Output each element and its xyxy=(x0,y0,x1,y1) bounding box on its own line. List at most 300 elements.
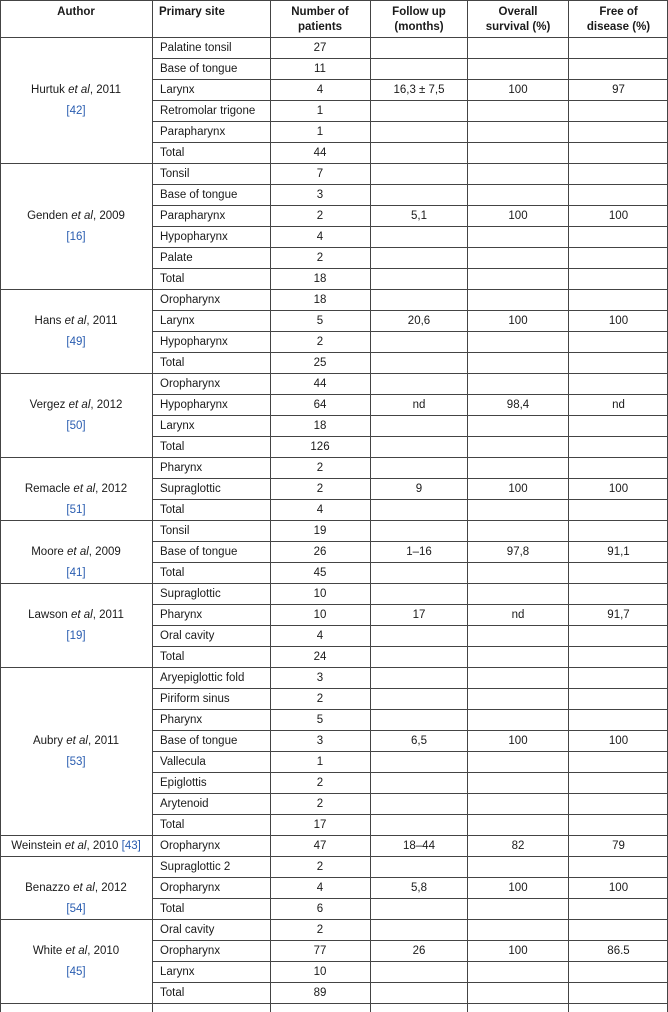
cell-primary-site: Larynx xyxy=(160,84,195,96)
cell-overall-survival xyxy=(468,563,568,584)
cell-primary-site: Total xyxy=(160,441,185,453)
author-citation xyxy=(0,941,152,962)
author-year: , 2009 xyxy=(92,210,125,222)
cell-free-of-disease xyxy=(569,416,668,437)
author-cell xyxy=(0,164,152,289)
author-year: , 2010 xyxy=(86,840,119,852)
cell-primary-site: Oropharynx xyxy=(160,378,221,390)
cell-free-of-disease xyxy=(569,983,668,1004)
cell-follow-up xyxy=(371,248,467,269)
cell-follow-up xyxy=(371,983,467,1004)
cell-primary-site: Total xyxy=(160,273,185,285)
author-year: , 2012 xyxy=(94,882,127,894)
cell-free-of-disease: 100 xyxy=(608,735,629,747)
cell-free-of-disease xyxy=(569,122,668,143)
cell-follow-up xyxy=(371,458,467,479)
cell-follow-up xyxy=(371,437,467,458)
cell-number-of-patients: 2 xyxy=(316,693,324,705)
author-citation xyxy=(0,878,152,899)
author-year: , 2011 xyxy=(86,315,118,327)
cell-number-of-patients: 126 xyxy=(310,441,330,453)
divider-number xyxy=(370,0,371,1012)
cell-primary-site: Supraglottic 2 xyxy=(160,861,231,873)
cell-number-of-patients: 5 xyxy=(316,714,324,726)
cell-follow-up xyxy=(371,185,467,206)
header-author: Author xyxy=(57,6,95,18)
cell-follow-up: nd xyxy=(412,399,426,411)
cell-follow-up xyxy=(371,752,467,773)
cell-number-of-patients: 2 xyxy=(316,462,324,474)
cell-primary-site: Pharynx xyxy=(160,609,203,621)
cell-primary-site: Total xyxy=(160,147,185,159)
cell-follow-up xyxy=(371,521,467,542)
cell-number-of-patients: 1 xyxy=(316,126,324,138)
cell-free-of-disease: 100 xyxy=(608,882,629,894)
cell-overall-survival xyxy=(468,332,568,353)
author-cell xyxy=(0,920,152,1003)
cell-primary-site: Oral cavity xyxy=(160,630,215,642)
reference-link[interactable]: [53] xyxy=(66,756,86,768)
divider-author xyxy=(152,0,153,1012)
cell-number-of-patients: 2 xyxy=(316,210,324,222)
cell-number-of-patients: 2 xyxy=(316,483,324,495)
cell-follow-up xyxy=(371,269,467,290)
cell-number-of-patients: 77 xyxy=(313,945,327,957)
cell-overall-survival: 100 xyxy=(508,315,528,327)
cell-free-of-disease xyxy=(569,164,668,185)
cell-primary-site: Total xyxy=(160,903,185,915)
cell-follow-up xyxy=(371,38,467,59)
cell-follow-up xyxy=(371,122,467,143)
author-etal: et al xyxy=(71,210,93,222)
cell-number-of-patients: 24 xyxy=(313,651,327,663)
cell-number-of-patients: 64 xyxy=(313,399,327,411)
cell-primary-site: Epiglottis xyxy=(160,777,207,789)
author-etal: et al xyxy=(70,609,93,621)
cell-follow-up xyxy=(371,626,467,647)
cell-follow-up xyxy=(371,59,467,80)
cell-number-of-patients: 25 xyxy=(313,357,327,369)
cell-primary-site: Base of tongue xyxy=(160,63,238,75)
cell-number-of-patients: 2 xyxy=(316,924,324,936)
author-citation xyxy=(0,206,152,227)
header-free-of-disease: Free of disease (%) xyxy=(586,6,651,33)
cell-free-of-disease: 100 xyxy=(608,210,629,222)
cell-overall-survival xyxy=(468,752,568,773)
divider-site xyxy=(270,0,271,1012)
cell-number-of-patients: 2 xyxy=(316,336,324,348)
cell-number-of-patients: 1 xyxy=(316,105,324,117)
cell-follow-up xyxy=(371,815,467,836)
cell-follow-up xyxy=(371,416,467,437)
cell-primary-site: Supraglottic xyxy=(160,483,221,495)
cell-free-of-disease xyxy=(569,647,668,668)
author-name: White xyxy=(32,945,63,957)
cell-follow-up xyxy=(371,710,467,731)
cell-follow-up xyxy=(371,857,467,878)
cell-primary-site: Aryepiglottic fold xyxy=(160,672,245,684)
header-overall-survival: Overall survival (%) xyxy=(485,6,551,33)
cell-overall-survival xyxy=(468,584,568,605)
cell-number-of-patients: 2 xyxy=(316,777,324,789)
cell-follow-up xyxy=(371,500,467,521)
author-etal: et al xyxy=(64,315,87,327)
reference-link[interactable]: [49] xyxy=(66,336,86,348)
cell-free-of-disease xyxy=(569,899,668,920)
author-year: , 2011 xyxy=(89,84,121,96)
cell-number-of-patients: 5 xyxy=(316,315,324,327)
author-cell xyxy=(0,836,152,856)
author-year: , 2011 xyxy=(87,735,120,747)
cell-free-of-disease: 100 xyxy=(608,483,629,495)
cell-follow-up xyxy=(371,353,467,374)
cell-overall-survival xyxy=(468,794,568,815)
cell-overall-survival xyxy=(468,626,568,647)
cell-primary-site: Oropharynx xyxy=(160,882,221,894)
cell-free-of-disease xyxy=(569,500,668,521)
cell-overall-survival: 98,4 xyxy=(506,399,530,411)
author-etal: et al xyxy=(64,840,87,852)
reference-link[interactable]: [43] xyxy=(121,840,141,852)
cell-free-of-disease xyxy=(569,752,668,773)
cell-overall-survival xyxy=(468,227,568,248)
cell-overall-survival xyxy=(468,143,568,164)
author-etal: et al xyxy=(68,84,90,96)
cell-overall-survival xyxy=(468,773,568,794)
cell-free-of-disease xyxy=(569,626,668,647)
cell-free-of-disease: 86.5 xyxy=(607,945,630,957)
cell-free-of-disease xyxy=(569,227,668,248)
author-etal: et al xyxy=(73,882,95,894)
cell-overall-survival xyxy=(468,899,568,920)
author-name: Genden xyxy=(27,210,68,222)
author-citation xyxy=(0,80,152,101)
cell-free-of-disease xyxy=(569,185,668,206)
cell-follow-up xyxy=(371,773,467,794)
cell-primary-site: Hypopharynx xyxy=(160,231,228,243)
author-cell xyxy=(0,290,152,373)
cell-number-of-patients: 45 xyxy=(313,567,327,579)
cell-overall-survival: 100 xyxy=(508,882,528,894)
cell-number-of-patients: 26 xyxy=(313,546,327,558)
cell-primary-site: Pharynx xyxy=(160,714,203,726)
cell-number-of-patients: 7 xyxy=(316,168,324,180)
cell-primary-site: Parapharynx xyxy=(160,126,226,138)
cell-free-of-disease xyxy=(569,353,668,374)
author-name: Benazzo xyxy=(25,882,70,894)
cell-overall-survival xyxy=(468,689,568,710)
header-follow-up: Follow up (months) xyxy=(392,6,446,33)
cell-overall-survival xyxy=(468,269,568,290)
cell-free-of-disease xyxy=(569,290,668,311)
cell-primary-site: Base of tongue xyxy=(160,546,238,558)
author-year: , 2012 xyxy=(90,399,123,411)
cell-follow-up xyxy=(371,794,467,815)
cell-primary-site: Arytenoid xyxy=(160,798,209,810)
cell-free-of-disease: 79 xyxy=(612,840,625,852)
cell-number-of-patients: 1 xyxy=(316,756,324,768)
cell-overall-survival xyxy=(468,500,568,521)
cell-number-of-patients: 11 xyxy=(314,63,326,75)
cell-primary-site: Tonsil xyxy=(160,168,190,180)
border-left xyxy=(0,0,1,1012)
cell-primary-site: Total xyxy=(160,651,185,663)
cell-follow-up xyxy=(371,227,467,248)
cell-overall-survival xyxy=(468,416,568,437)
cell-free-of-disease xyxy=(569,143,668,164)
cell-primary-site: Pharynx xyxy=(160,462,203,474)
cell-free-of-disease xyxy=(569,920,668,941)
author-cell xyxy=(0,857,152,919)
cell-number-of-patients: 18 xyxy=(313,294,327,306)
cell-free-of-disease: 91,1 xyxy=(607,546,630,558)
author-etal: et al xyxy=(66,735,88,747)
cell-primary-site: Piriform sinus xyxy=(160,693,230,705)
reference-link[interactable]: [45] xyxy=(66,966,86,978)
cell-overall-survival xyxy=(468,647,568,668)
author-citation xyxy=(0,542,152,563)
reference-link[interactable]: [42] xyxy=(66,105,86,117)
cell-free-of-disease: 100 xyxy=(608,315,629,327)
author-name: Hans xyxy=(34,315,62,327)
cell-overall-survival xyxy=(468,857,568,878)
cell-primary-site: Larynx xyxy=(160,420,195,432)
author-name: Hurtuk xyxy=(31,84,65,96)
cell-follow-up xyxy=(371,920,467,941)
author-cell xyxy=(0,668,152,835)
cell-primary-site: Hypopharynx xyxy=(160,399,228,411)
cell-number-of-patients: 4 xyxy=(316,504,324,516)
cell-number-of-patients: 17 xyxy=(313,819,327,831)
cell-overall-survival xyxy=(468,122,568,143)
cell-number-of-patients: 3 xyxy=(316,672,324,684)
cell-follow-up: 16,3 ± 7,5 xyxy=(393,84,445,96)
cell-overall-survival xyxy=(468,920,568,941)
cell-overall-survival: 100 xyxy=(508,735,528,747)
author-name: Moore xyxy=(31,546,64,558)
cell-number-of-patients: 4 xyxy=(316,231,324,243)
cell-primary-site: Retromolar trigone xyxy=(160,105,256,117)
cell-overall-survival xyxy=(468,185,568,206)
author-citation xyxy=(0,731,152,752)
cell-primary-site: Supraglottic xyxy=(160,588,221,600)
cell-primary-site: Oropharynx xyxy=(160,840,221,852)
author-citation xyxy=(0,395,152,416)
cell-number-of-patients: 2 xyxy=(316,798,324,810)
divider-follow xyxy=(467,0,468,1012)
author-name: Aubry xyxy=(32,735,63,747)
cell-free-of-disease xyxy=(569,269,668,290)
author-cell xyxy=(0,521,152,583)
cell-follow-up: 5,8 xyxy=(411,882,427,894)
cell-follow-up: 5,1 xyxy=(411,210,427,222)
cell-free-of-disease xyxy=(569,59,668,80)
cell-free-of-disease xyxy=(569,332,668,353)
author-year: , 2010 xyxy=(87,945,120,957)
cell-free-of-disease xyxy=(569,563,668,584)
author-year: , 2012 xyxy=(95,483,128,495)
cell-primary-site: Tonsil xyxy=(160,525,190,537)
reference-link[interactable]: [54] xyxy=(66,903,86,915)
cell-primary-site: Total xyxy=(160,357,185,369)
cell-overall-survival: nd xyxy=(511,609,525,621)
cell-number-of-patients: 89 xyxy=(313,987,327,999)
author-cell xyxy=(0,38,152,163)
cell-number-of-patients: 44 xyxy=(313,147,327,159)
cell-primary-site: Oropharynx xyxy=(160,294,221,306)
author-etal: et al xyxy=(65,945,88,957)
reference-link[interactable]: [50] xyxy=(66,420,86,432)
cell-free-of-disease xyxy=(569,710,668,731)
cell-free-of-disease xyxy=(569,668,668,689)
cell-free-of-disease xyxy=(569,773,668,794)
cell-overall-survival: 100 xyxy=(508,84,528,96)
cell-follow-up xyxy=(371,962,467,983)
cell-primary-site: Palate xyxy=(160,252,193,264)
author-name: Vergez xyxy=(29,399,66,411)
cell-number-of-patients: 18 xyxy=(313,273,327,285)
cell-number-of-patients: 4 xyxy=(316,882,324,894)
cell-overall-survival: 100 xyxy=(508,945,528,957)
cell-overall-survival xyxy=(468,983,568,1004)
cell-number-of-patients: 4 xyxy=(316,630,324,642)
cell-overall-survival xyxy=(468,374,568,395)
cell-follow-up: 18–44 xyxy=(403,840,435,852)
author-etal: et al xyxy=(68,399,91,411)
cell-primary-site: Total xyxy=(160,987,185,999)
cell-number-of-patients: 10 xyxy=(313,588,327,600)
author-name: Lawson xyxy=(28,609,68,621)
cell-primary-site: Palatine tonsil xyxy=(160,42,232,54)
reference-link[interactable]: [51] xyxy=(66,504,86,516)
author-citation xyxy=(0,605,152,626)
cell-primary-site: Base of tongue xyxy=(160,189,238,201)
cell-follow-up xyxy=(371,899,467,920)
cell-free-of-disease: 97 xyxy=(612,84,625,96)
cell-free-of-disease: nd xyxy=(612,399,625,411)
cell-overall-survival: 100 xyxy=(508,483,528,495)
cell-primary-site: Total xyxy=(160,819,185,831)
cell-primary-site: Base of tongue xyxy=(160,735,238,747)
cell-number-of-patients: 2 xyxy=(316,861,324,873)
cell-overall-survival xyxy=(468,521,568,542)
reference-link[interactable]: [16] xyxy=(66,231,86,243)
author-etal: et al xyxy=(67,546,89,558)
cell-overall-survival: 100 xyxy=(508,210,528,222)
cell-overall-survival xyxy=(468,353,568,374)
cell-free-of-disease xyxy=(569,962,668,983)
cell-free-of-disease xyxy=(569,857,668,878)
cell-follow-up xyxy=(371,290,467,311)
cell-primary-site: Total xyxy=(160,567,185,579)
cell-follow-up: 1–16 xyxy=(406,546,432,558)
reference-link[interactable]: [19] xyxy=(66,630,86,642)
cell-number-of-patients: 3 xyxy=(316,189,324,201)
cell-overall-survival: 82 xyxy=(511,840,525,852)
cell-follow-up xyxy=(371,668,467,689)
cell-free-of-disease xyxy=(569,38,668,59)
cell-free-of-disease xyxy=(569,458,668,479)
cell-follow-up xyxy=(371,563,467,584)
cell-free-of-disease xyxy=(569,101,668,122)
cell-primary-site: Oral cavity xyxy=(160,924,215,936)
cell-overall-survival xyxy=(468,815,568,836)
cell-primary-site: Hypopharynx xyxy=(160,336,228,348)
cell-number-of-patients: 3 xyxy=(316,735,324,747)
cell-free-of-disease xyxy=(569,248,668,269)
cell-follow-up: 6,5 xyxy=(411,735,427,747)
cell-free-of-disease: 91,7 xyxy=(607,609,630,621)
cell-number-of-patients: 18 xyxy=(313,420,327,432)
cell-number-of-patients: 27 xyxy=(313,42,327,54)
header-number-of-patients: Number of patients xyxy=(291,6,349,33)
reference-link[interactable]: [41] xyxy=(66,567,86,579)
cell-overall-survival xyxy=(468,101,568,122)
author-name: Weinstein xyxy=(11,840,62,852)
cell-overall-survival xyxy=(468,710,568,731)
cell-follow-up xyxy=(371,374,467,395)
cell-overall-survival xyxy=(468,248,568,269)
cell-number-of-patients: 2 xyxy=(316,252,324,264)
cell-number-of-patients: 10 xyxy=(313,609,327,621)
author-name: Remacle xyxy=(24,483,71,495)
cell-follow-up: 20,6 xyxy=(407,315,431,327)
author-etal: et al xyxy=(73,483,96,495)
cell-follow-up xyxy=(371,332,467,353)
author-year: , 2011 xyxy=(92,609,124,621)
cell-overall-survival xyxy=(468,290,568,311)
cell-follow-up xyxy=(371,164,467,185)
divider-survival xyxy=(568,0,569,1012)
cell-overall-survival xyxy=(468,59,568,80)
cell-free-of-disease xyxy=(569,584,668,605)
cell-primary-site: Larynx xyxy=(160,315,195,327)
cell-follow-up xyxy=(371,143,467,164)
cell-overall-survival xyxy=(468,437,568,458)
cell-number-of-patients: 6 xyxy=(316,903,324,915)
cell-follow-up xyxy=(371,689,467,710)
cell-overall-survival xyxy=(468,164,568,185)
cell-number-of-patients: 47 xyxy=(313,840,327,852)
cell-number-of-patients: 44 xyxy=(313,378,327,390)
cell-free-of-disease xyxy=(569,374,668,395)
author-citation xyxy=(0,479,152,500)
cell-overall-survival xyxy=(468,38,568,59)
author-year: , 2009 xyxy=(88,546,121,558)
cell-primary-site: Vallecula xyxy=(160,756,206,768)
cell-follow-up: 9 xyxy=(415,483,423,495)
cell-follow-up xyxy=(371,101,467,122)
cell-follow-up: 17 xyxy=(412,609,426,621)
cell-number-of-patients: 10 xyxy=(313,966,327,978)
author-citation xyxy=(0,836,152,857)
cell-primary-site: Oropharynx xyxy=(160,945,221,957)
header-primary-site: Primary site xyxy=(159,6,225,18)
cell-follow-up xyxy=(371,647,467,668)
cell-overall-survival xyxy=(468,458,568,479)
cell-overall-survival xyxy=(468,962,568,983)
author-citation xyxy=(0,311,152,332)
cell-primary-site: Larynx xyxy=(160,966,195,978)
cell-overall-survival xyxy=(468,668,568,689)
cell-overall-survival: 97,8 xyxy=(506,546,530,558)
author-cell xyxy=(0,458,152,520)
cell-primary-site: Parapharynx xyxy=(160,210,226,222)
cell-number-of-patients: 19 xyxy=(313,525,327,537)
cell-free-of-disease xyxy=(569,437,668,458)
cell-free-of-disease xyxy=(569,689,668,710)
cell-free-of-disease xyxy=(569,521,668,542)
